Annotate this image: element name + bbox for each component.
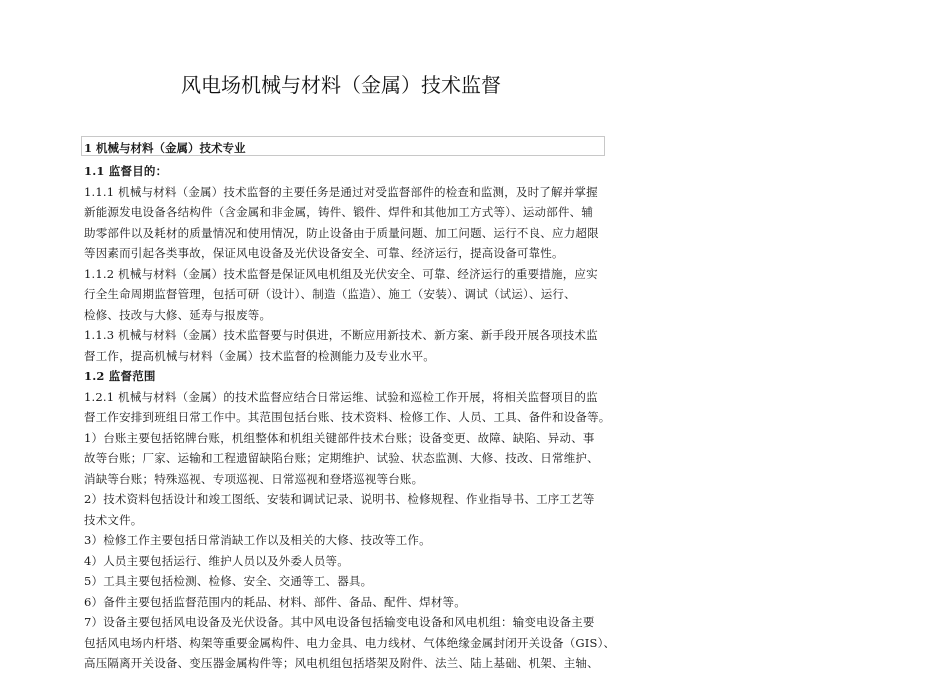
paragraph-line: 消缺等台账；特殊巡视、专项巡视、日常巡视和登塔巡视等台账。: [84, 471, 424, 486]
subsection-heading: 1.1 监督目的：: [84, 164, 168, 178]
paragraph-line: 1.1.1 机械与材料（金属）技术监督的主要任务是通过对受监督部件的检查和监测，及时了解并掌握: [84, 184, 598, 199]
paragraph-line: 等因素而引起各类事故，保证风电设备及光伏设备安全、可靠、经济运行，提高设备可靠性。: [84, 246, 564, 260]
paragraph-line: 督工作，提高机械与材料（金属）技术监督的检测能力及专业水平。: [84, 348, 435, 363]
paragraph-line: 6）备件主要包括监督范围内的耗品、材料、部件、备品、配件、焊材等。: [84, 594, 466, 609]
document-title: 风电场机械与材料（金属）技术监督: [181, 73, 501, 97]
paragraph-line: 3）检修工作主要包括日常消缺工作以及相关的大修、技改等工作。: [84, 533, 431, 547]
subsection-heading: 1.2 监督范围: [84, 369, 156, 383]
paragraph-line: 2）技术资料包括设计和竣工图纸、安装和调试记录、说明书、检修规程、作业指导书、工序工艺等: [84, 492, 595, 506]
paragraph-line: 行全生命周期监督管理，包括可研（设计）、制造（监造）、施工（安装）、调试（试运）、运行、: [84, 287, 576, 301]
document-body: [84, 161, 624, 674]
paragraph-line: 5）工具主要包括检测、检修、安全、交通等工、器具。: [84, 574, 373, 588]
paragraph-line: 故等台账；厂家、运输和工程遗留缺陷台账；定期维护、试验、状态监测、大修、技改、日常维护、: [84, 451, 599, 465]
paragraph-line: 7）设备主要包括风电设备及光伏设备。其中风电设备包括输变电设备和风电机组：输变电设备主要: [84, 615, 595, 629]
paragraph-line: 1）台账主要包括铭牌台账，机组整体和机组关键部件技术台账；设备变更、故障、缺陷、异动、事: [84, 430, 595, 445]
paragraph-line: 高压隔离开关设备、变压器金属构件等；风电机组包括塔架及附件、法兰、陆上基础、机架、主轴、: [84, 656, 599, 670]
paragraph-line: 检修、技改与大修、延寿与报废等。: [84, 307, 272, 322]
section-heading: 1 机械与材料（金属）技术专业: [84, 141, 246, 155]
paragraph-line: 1.2.1 机械与材料（金属）的技术监督应结合日常运维、试验和巡检工作开展，将相关监督项目的监: [84, 389, 598, 404]
paragraph-line: 技术文件。: [84, 512, 143, 527]
paragraph-line: 1.1.3 机械与材料（金属）技术监督要与时俱进，不断应用新技术、新方案、新手段开展各项技术监: [84, 328, 598, 342]
paragraph-line: 新能源发电设备各结构件（含金属和非金属，铸件、锻件、焊件和其他加工方式等）、运动部件、辅: [84, 205, 594, 219]
paragraph-line: 1.1.2 机械与材料（金属）技术监督是保证风电机组及光伏安全、可靠、经济运行的重要措施，应实: [84, 266, 598, 281]
paragraph-line: 督工作安排到班组日常工作中。其范围包括台账、技术资料、检修工作、人员、工具、备件和设备等。: [84, 410, 611, 424]
paragraph-line: 助零部件以及耗材的质量情况和使用情况，防止设备由于质量问题、加工问题、运行不良、应力超限: [84, 225, 599, 240]
paragraph-line: 4）人员主要包括运行、维护人员以及外委人员等。: [84, 553, 349, 568]
paragraph-line: 包括风电场内杆塔、构架等重要金属构件、电力金具、电力线材、气体绝缘金属封闭开关设备（GIS）、: [84, 635, 616, 650]
